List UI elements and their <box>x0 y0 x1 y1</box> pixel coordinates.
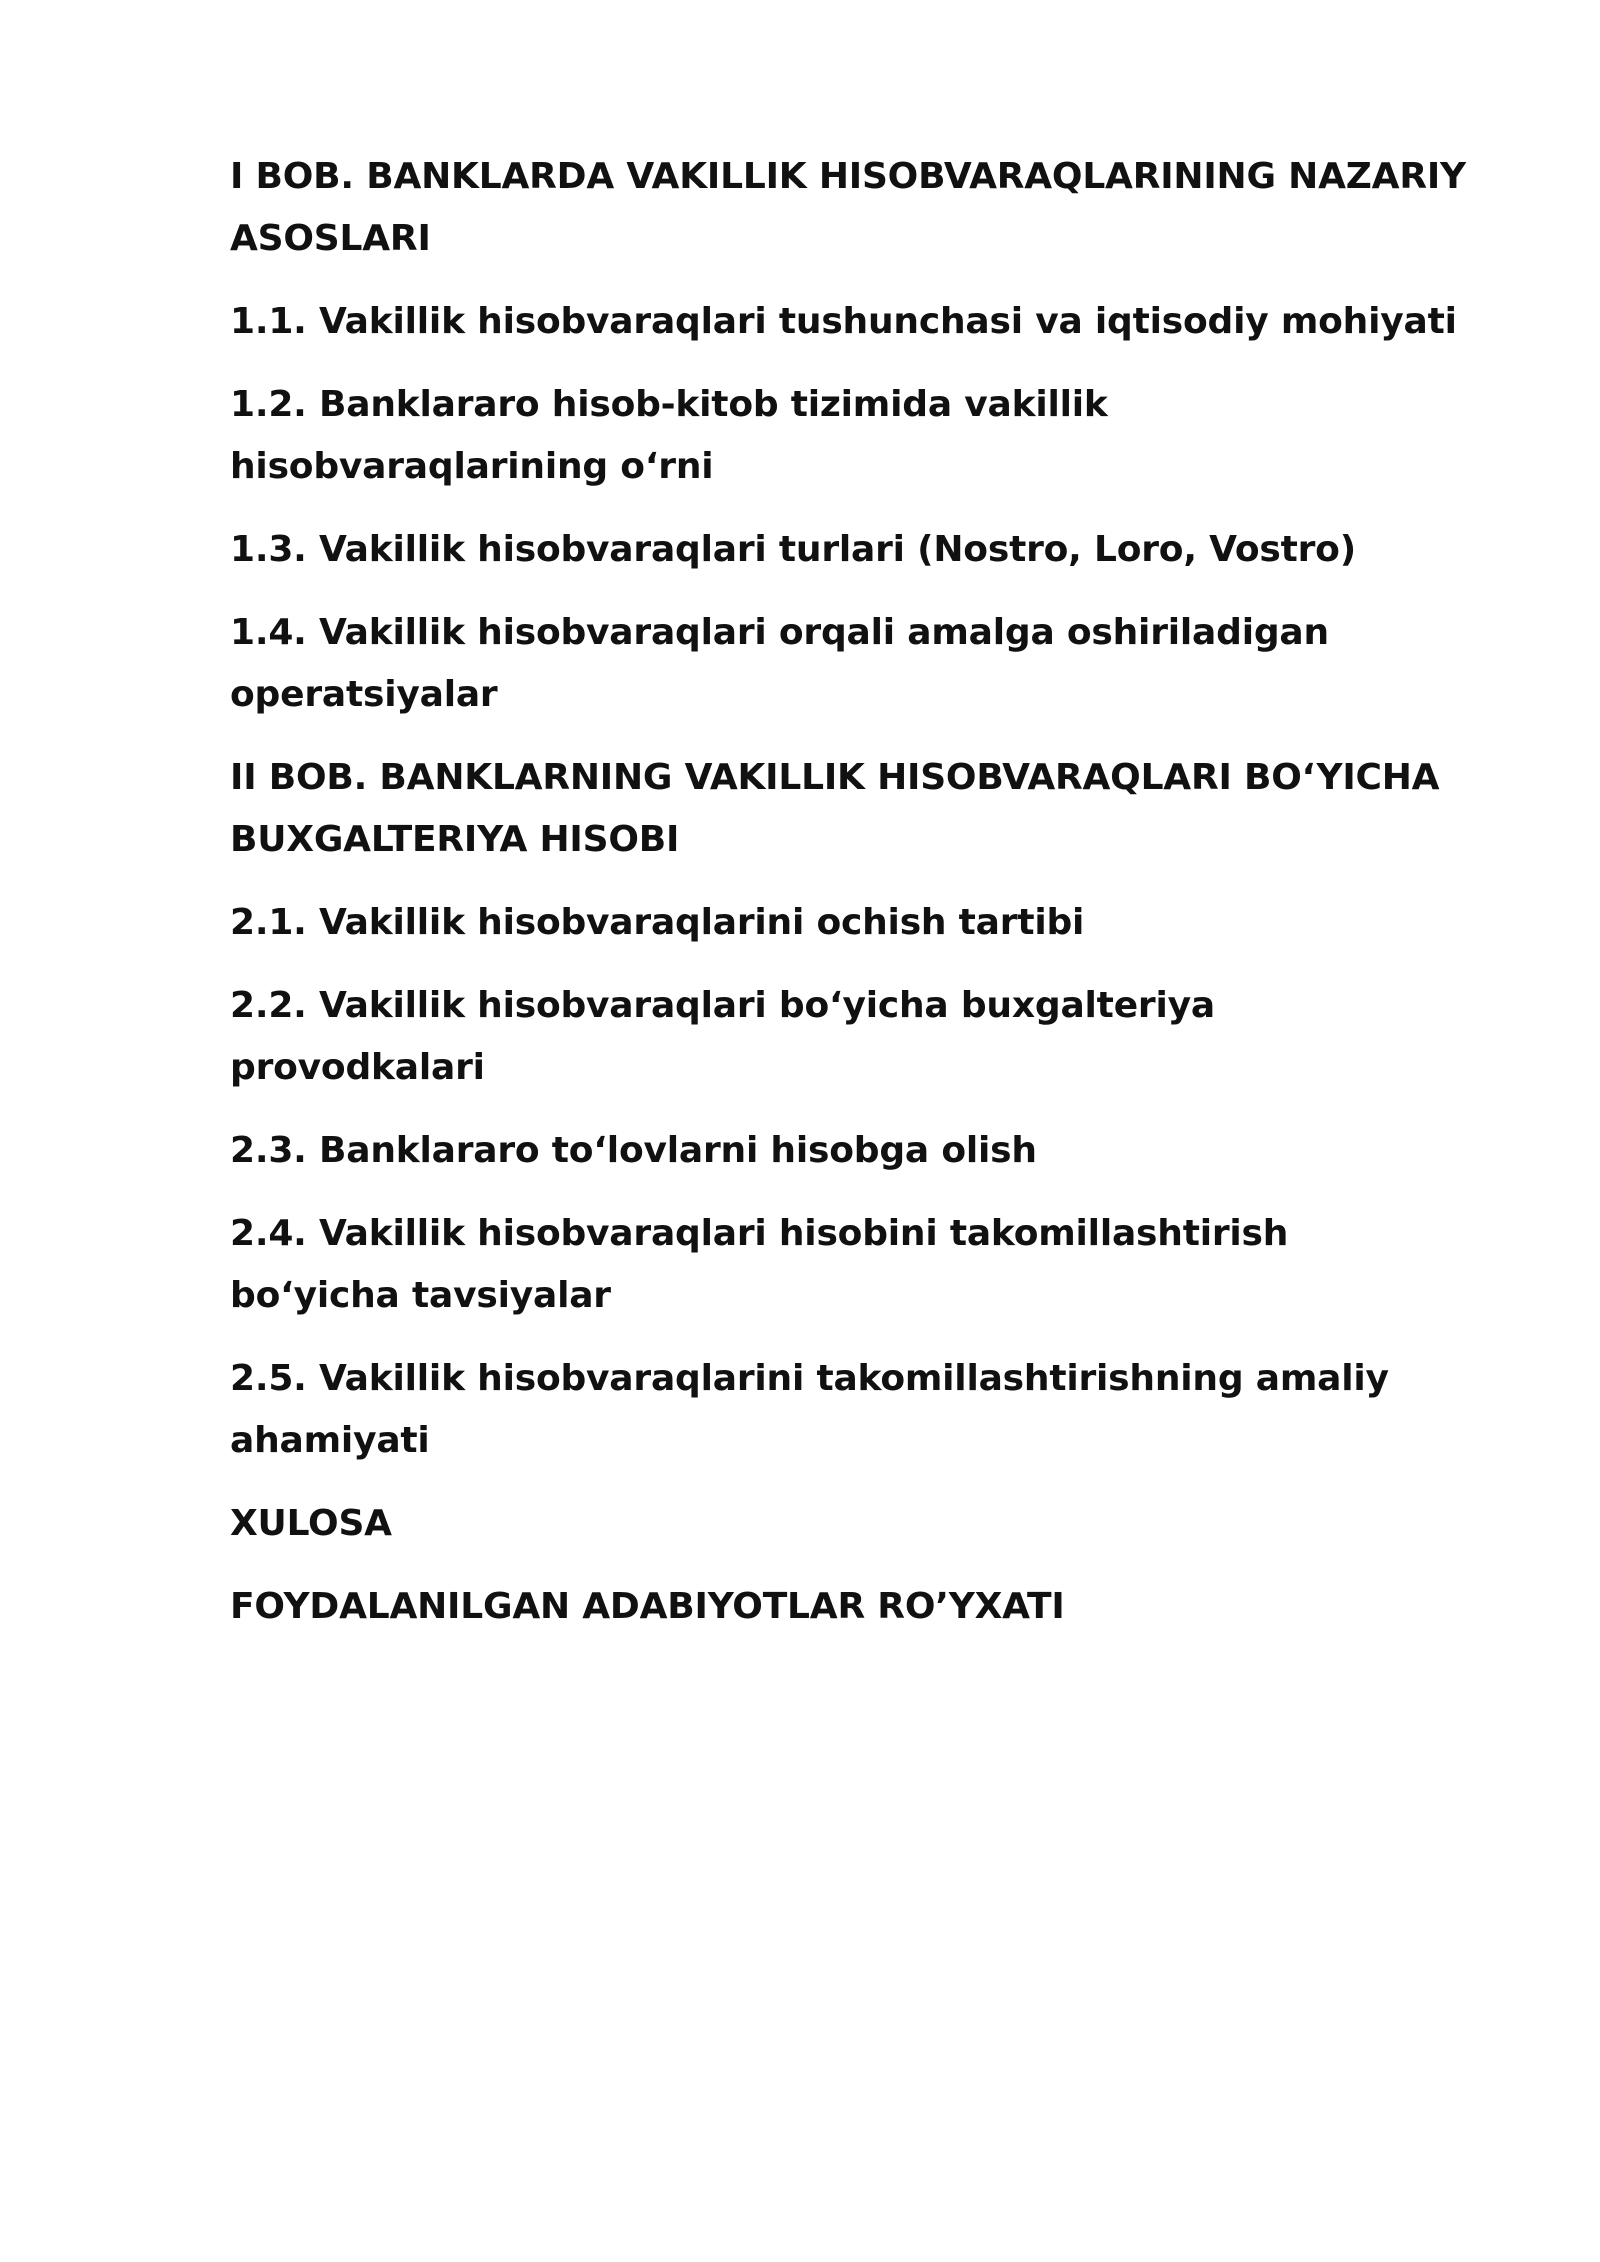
section-1-1: 1.1. Vakillik hisobvaraqlari tushunchasi va iqtisodiy mohiyati <box>230 301 1457 342</box>
table-of-contents <box>230 146 1470 1659</box>
section-2-1: 2.1. Vakillik hisobvaraqlarini ochish tartibi <box>230 902 1085 943</box>
section-2-3: 2.3. Banklararo toʻlovlarni hisobga olish <box>230 1130 1037 1171</box>
section-2-4: 2.4. Vakillik hisobvaraqlari hisobini takomillashtirish boʻyicha tavsiyalar <box>230 1213 1289 1316</box>
section-2-2: 2.2. Vakillik hisobvaraqlari boʻyicha buxgalteriya provodkalari <box>230 985 1215 1088</box>
section-1-4: 1.4. Vakillik hisobvaraqlari orqali amalga oshiriladigan operatsiyalar <box>230 612 1329 715</box>
section-2-5: 2.5. Vakillik hisobvaraqlarini takomillashtirishning amaliy ahamiyati <box>230 1358 1389 1461</box>
chapter-2-heading: II BOB. BANKLARNING VAKILLIK HISOBVARAQLARI BOʻYICHA BUXGALTERIYA HISOBI <box>230 757 1440 860</box>
section-1-3: 1.3. Vakillik hisobvaraqlari turlari (Nostro, Loro, Vostro) <box>230 529 1356 570</box>
section-1-2: 1.2. Banklararo hisob-kitob tizimida vakillik hisobvaraqlarining oʻrni <box>230 384 1108 487</box>
references-heading: FOYDALANILGAN ADABIYOTLAR RO’YXATI <box>230 1586 1065 1627</box>
chapter-1-heading: I BOB. BANKLARDA VAKILLIK HISOBVARAQLARINING NAZARIY ASOSLARI <box>230 156 1466 259</box>
conclusion-heading: XULOSA <box>230 1503 392 1544</box>
